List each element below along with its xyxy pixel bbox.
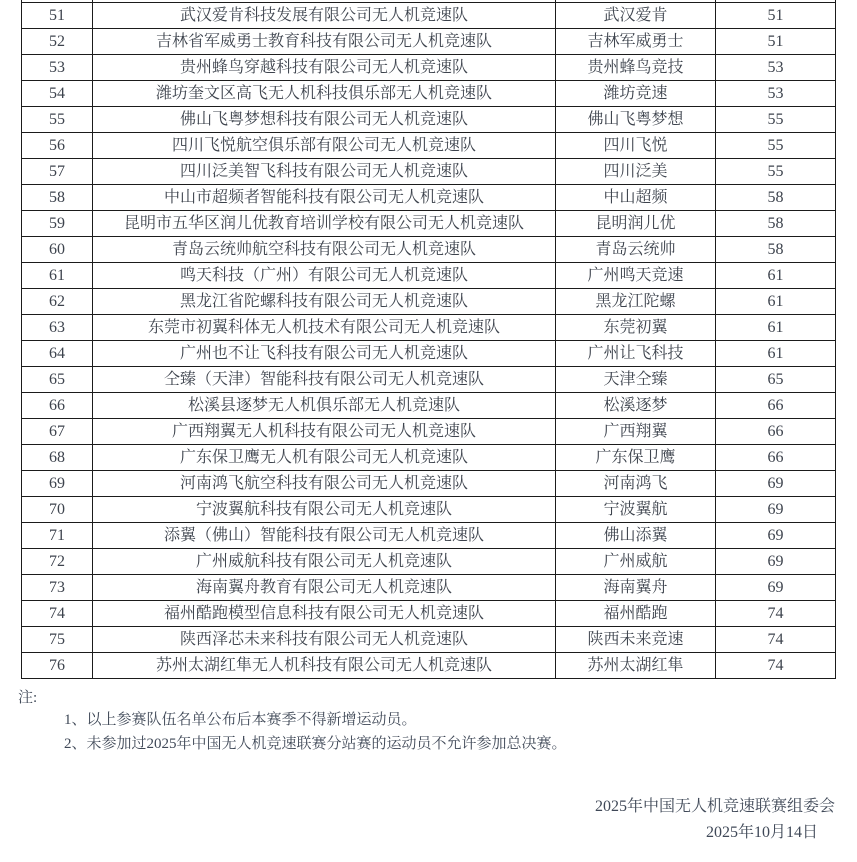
rank-cell: 69 xyxy=(22,471,93,497)
rank-cell: 59 xyxy=(22,211,93,237)
team-short-name-cell: 佛山飞粤梦想 xyxy=(556,107,716,133)
score-cell: 61 xyxy=(716,341,836,367)
score-cell: 74 xyxy=(716,601,836,627)
rank-cell: 51 xyxy=(22,3,93,29)
team-short-name-cell: 苏州太湖红隼 xyxy=(556,653,716,679)
score-cell: 58 xyxy=(716,185,836,211)
rank-cell: 74 xyxy=(22,601,93,627)
team-full-name-cell: 广州也不让飞科技有限公司无人机竞速队 xyxy=(93,341,556,367)
table-row xyxy=(22,81,836,107)
rank-cell: 56 xyxy=(22,133,93,159)
team-short-name-cell: 福州酷跑 xyxy=(556,601,716,627)
table-row xyxy=(22,107,836,133)
rank-cell: 67 xyxy=(22,419,93,445)
rank-cell: 54 xyxy=(22,81,93,107)
team-full-name-cell: 海南翼舟教育有限公司无人机竞速队 xyxy=(93,575,556,601)
rank-cell: 58 xyxy=(22,185,93,211)
team-short-name-cell: 黑龙江陀螺 xyxy=(556,289,716,315)
team-short-name-cell: 广州威航 xyxy=(556,549,716,575)
team-short-name-cell: 四川飞悦 xyxy=(556,133,716,159)
table-row xyxy=(22,159,836,185)
table-row xyxy=(22,55,836,81)
table-row xyxy=(22,445,836,471)
table-row xyxy=(22,549,836,575)
team-full-name-cell: 宁波翼航科技有限公司无人机竞速队 xyxy=(93,497,556,523)
table-row xyxy=(22,393,836,419)
team-short-name-cell: 吉林军威勇士 xyxy=(556,29,716,55)
team-full-name-cell: 福州酷跑模型信息科技有限公司无人机竞速队 xyxy=(93,601,556,627)
score-cell: 51 xyxy=(716,3,836,29)
team-short-name-cell: 贵州蜂鸟竞技 xyxy=(556,55,716,81)
table-row xyxy=(22,497,836,523)
rank-cell: 75 xyxy=(22,627,93,653)
score-cell: 66 xyxy=(716,445,836,471)
team-short-name-cell: 武汉爱肯 xyxy=(556,3,716,29)
rank-cell: 76 xyxy=(22,653,93,679)
table-row xyxy=(22,419,836,445)
score-cell: 53 xyxy=(716,81,836,107)
team-short-name-cell: 佛山添翼 xyxy=(556,523,716,549)
team-full-name-cell: 四川泛美智飞科技有限公司无人机竞速队 xyxy=(93,159,556,185)
rank-cell: 68 xyxy=(22,445,93,471)
team-full-name-cell: 四川飞悦航空俱乐部有限公司无人机竞速队 xyxy=(93,133,556,159)
team-short-name-cell: 四川泛美 xyxy=(556,159,716,185)
rank-cell: 62 xyxy=(22,289,93,315)
score-cell: 65 xyxy=(716,367,836,393)
table-row xyxy=(22,3,836,29)
score-cell: 69 xyxy=(716,471,836,497)
organizing-committee: 2025年中国无人机竞速联赛组委会 xyxy=(594,798,835,815)
score-cell: 61 xyxy=(716,263,836,289)
team-short-name-cell: 东莞初翼 xyxy=(556,315,716,341)
table-row xyxy=(22,627,836,653)
team-short-name-cell: 松溪逐梦 xyxy=(556,393,716,419)
score-cell: 74 xyxy=(716,627,836,653)
table-row xyxy=(22,29,836,55)
table-row xyxy=(22,471,836,497)
team-ranking-table-wrap xyxy=(21,0,836,679)
table-row xyxy=(22,601,836,627)
rank-cell: 63 xyxy=(22,315,93,341)
table-row xyxy=(22,523,836,549)
score-cell: 55 xyxy=(716,159,836,185)
team-full-name-cell: 佛山飞粤梦想科技有限公司无人机竞速队 xyxy=(93,107,556,133)
score-cell: 69 xyxy=(716,497,836,523)
team-full-name-cell: 广西翔翼无人机科技有限公司无人机竞速队 xyxy=(93,419,556,445)
rank-cell: 61 xyxy=(22,263,93,289)
score-cell: 69 xyxy=(716,549,836,575)
team-short-name-cell: 天津仝臻 xyxy=(556,367,716,393)
team-short-name-cell: 陕西未来竞速 xyxy=(556,627,716,653)
score-cell: 53 xyxy=(716,55,836,81)
team-full-name-cell: 黑龙江省陀螺科技有限公司无人机竞速队 xyxy=(93,289,556,315)
score-cell: 61 xyxy=(716,315,836,341)
table-row xyxy=(22,341,836,367)
team-full-name-cell: 吉林省军威勇士教育科技有限公司无人机竞速队 xyxy=(93,29,556,55)
score-cell: 66 xyxy=(716,419,836,445)
table-row xyxy=(22,653,836,679)
team-short-name-cell: 广州鸣天竞速 xyxy=(556,263,716,289)
score-cell: 51 xyxy=(716,29,836,55)
team-short-name-cell: 宁波翼航 xyxy=(556,497,716,523)
score-cell: 61 xyxy=(716,289,836,315)
rank-cell: 72 xyxy=(22,549,93,575)
score-cell: 58 xyxy=(716,237,836,263)
score-cell: 58 xyxy=(716,211,836,237)
team-short-name-cell: 海南翼舟 xyxy=(556,575,716,601)
notes-list xyxy=(64,708,567,756)
score-cell: 69 xyxy=(716,523,836,549)
team-short-name-cell: 青岛云统帅 xyxy=(556,237,716,263)
team-full-name-cell: 鸣天科技（广州）有限公司无人机竞速队 xyxy=(93,263,556,289)
publish-date: 2025年10月14日 xyxy=(705,824,818,841)
table-row xyxy=(22,575,836,601)
team-short-name-cell: 广西翔翼 xyxy=(556,419,716,445)
table-row xyxy=(22,367,836,393)
notes-label: 注: xyxy=(18,690,38,706)
score-cell: 74 xyxy=(716,653,836,679)
rank-cell: 66 xyxy=(22,393,93,419)
rank-cell: 52 xyxy=(22,29,93,55)
team-short-name-cell: 中山超频 xyxy=(556,185,716,211)
team-full-name-cell: 昆明市五华区润儿优教育培训学校有限公司无人机竞速队 xyxy=(93,211,556,237)
team-full-name-cell: 广东保卫鹰无人机有限公司无人机竞速队 xyxy=(93,445,556,471)
team-full-name-cell: 陕西泽芯未来科技有限公司无人机竞速队 xyxy=(93,627,556,653)
team-short-name-cell: 潍坊竞速 xyxy=(556,81,716,107)
team-full-name-cell: 广州威航科技有限公司无人机竞速队 xyxy=(93,549,556,575)
table-row xyxy=(22,315,836,341)
team-short-name-cell: 广东保卫鹰 xyxy=(556,445,716,471)
team-full-name-cell: 武汉爱肯科技发展有限公司无人机竞速队 xyxy=(93,3,556,29)
note-item: 1、以上参赛队伍名单公布后本赛季不得新增运动员。 xyxy=(64,712,417,728)
team-full-name-cell: 苏州太湖红隼无人机科技有限公司无人机竞速队 xyxy=(93,653,556,679)
table-row xyxy=(22,133,836,159)
table-row xyxy=(22,289,836,315)
rank-cell: 70 xyxy=(22,497,93,523)
rank-cell: 60 xyxy=(22,237,93,263)
rank-cell: 53 xyxy=(22,55,93,81)
team-full-name-cell: 松溪县逐梦无人机俱乐部无人机竞速队 xyxy=(93,393,556,419)
rank-cell: 73 xyxy=(22,575,93,601)
team-short-name-cell: 昆明润儿优 xyxy=(556,211,716,237)
table-row xyxy=(22,237,836,263)
team-ranking-table xyxy=(21,0,836,679)
team-full-name-cell: 东莞市初翼科体无人机技术有限公司无人机竞速队 xyxy=(93,315,556,341)
table-row xyxy=(22,263,836,289)
rank-cell: 57 xyxy=(22,159,93,185)
rank-cell: 71 xyxy=(22,523,93,549)
table-row xyxy=(22,211,836,237)
team-full-name-cell: 仝臻（天津）智能科技有限公司无人机竞速队 xyxy=(93,367,556,393)
score-cell: 69 xyxy=(716,575,836,601)
team-full-name-cell: 河南鸿飞航空科技有限公司无人机竞速队 xyxy=(93,471,556,497)
team-full-name-cell: 贵州蜂鸟穿越科技有限公司无人机竞速队 xyxy=(93,55,556,81)
rank-cell: 65 xyxy=(22,367,93,393)
score-cell: 55 xyxy=(716,107,836,133)
team-short-name-cell: 广州让飞科技 xyxy=(556,341,716,367)
team-short-name-cell: 河南鸿飞 xyxy=(556,471,716,497)
table-row xyxy=(22,185,836,211)
team-full-name-cell: 青岛云统帅航空科技有限公司无人机竞速队 xyxy=(93,237,556,263)
score-cell: 55 xyxy=(716,133,836,159)
rank-cell: 55 xyxy=(22,107,93,133)
note-item: 2、未参加过2025年中国无人机竞速联赛分站赛的运动员不允许参加总决赛。 xyxy=(64,736,567,752)
score-cell: 66 xyxy=(716,393,836,419)
team-full-name-cell: 添翼（佛山）智能科技有限公司无人机竞速队 xyxy=(93,523,556,549)
team-full-name-cell: 潍坊奎文区高飞无人机科技俱乐部无人机竞速队 xyxy=(93,81,556,107)
rank-cell: 64 xyxy=(22,341,93,367)
team-full-name-cell: 中山市超频者智能科技有限公司无人机竞速队 xyxy=(93,185,556,211)
